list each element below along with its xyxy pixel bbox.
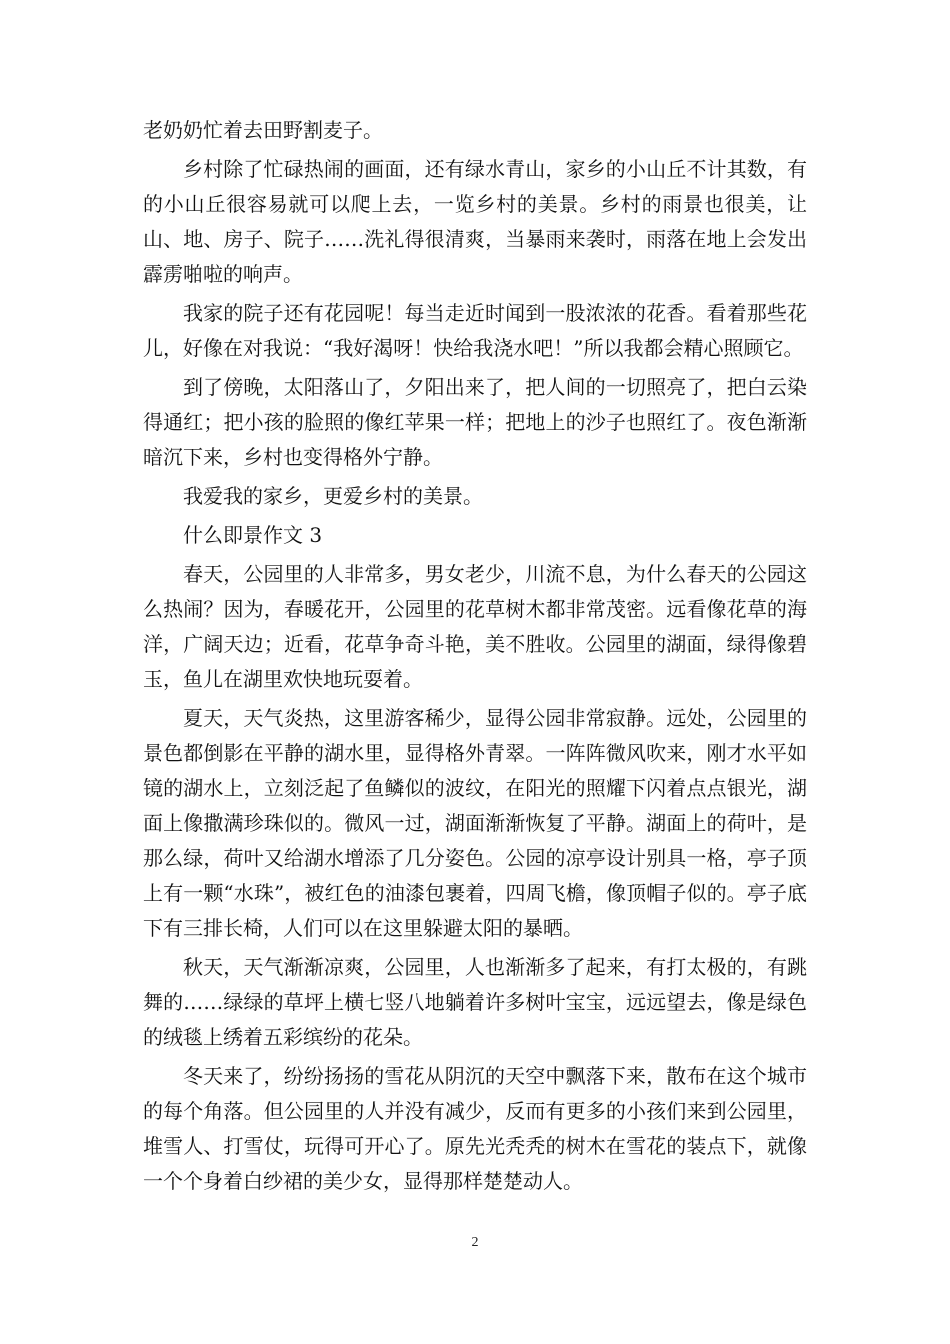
paragraph: 我爱我的家乡，更爱乡村的美景。 — [183, 484, 483, 508]
paragraph: 夏天，天气炎热，这里游客稀少，显得公园非常寂静。远处，公园里的景色都倒影在平静的湖水里，显得格外青翠。一阵阵微风吹来，刚才水平如镜的湖水上，立刻泛起了鱼鳞似的波纹，在阳光的照耀下闪着点点银光，湖面上像撒满珍珠似的。微风一过，湖面渐渐恢复了平静。湖面上的荷叶，是那么绿，荷叶又给湖水增添了几分姿色。公园的凉亭设计别具一格，亭子顶上有一颗“水珠”，被红色的油漆包裹着，四周飞檐，像顶帽子似的。亭子底下有三排长椅，人们可以在这里躲避太阳的暴晒。 — [143, 706, 807, 940]
paragraph: 老奶奶忙着去田野割麦子。 — [143, 118, 383, 142]
paragraph: 冬天来了，纷纷扬扬的雪花从阴沉的天空中飘落下来，散布在这个城市的每个角落。但公园里的人并没有减少，反而有更多的小孩们来到公园里，堆雪人、打雪仗，玩得可开心了。原先光秃秃的树木在雪花的装点下，就像一个个身着白纱裙的美少女，显得那样楚楚动人。 — [143, 1064, 807, 1193]
document-body — [143, 113, 807, 1203]
paragraph: 到了傍晚，太阳落山了，夕阳出来了，把人间的一切照亮了，把白云染得通红；把小孩的脸照的像红苹果一样；把地上的沙子也照红了。夜色渐渐暗沉下来，乡村也变得格外宁静。 — [143, 375, 807, 469]
page-number: 2 — [471, 1235, 479, 1250]
paragraph: 我家的院子还有花园呢！每当走近时闻到一股浓浓的花香。看着那些花儿，好像在对我说：“我好渴呀！快给我浇水吧！”所以我都会精心照顾它。 — [143, 301, 807, 360]
paragraph: 春天，公园里的人非常多，男女老少，川流不息，为什么春天的公园这么热闹？因为，春暖花开，公园里的花草树木都非常茂密。远看像花草的海洋，广阔天边；近看，花草争奇斗艳，美不胜收。公园里的湖面，绿得像碧玉，鱼儿在湖里欢快地玩耍着。 — [143, 562, 807, 691]
section-heading: 什么即景作文 3 — [183, 523, 323, 547]
paragraph: 秋天，天气渐渐凉爽，公园里，人也渐渐多了起来，有打太极的，有跳舞的……绿绿的草坪上横七竖八地躺着许多树叶宝宝，远远望去，像是绿色的绒毯上绣着五彩缤纷的花朵。 — [143, 955, 807, 1049]
paragraph: 乡村除了忙碌热闹的画面，还有绿水青山，家乡的小山丘不计其数，有的小山丘很容易就可以爬上去，一览乡村的美景。乡村的雨景也很美，让山、地、房子、院子……洗礼得很清爽，当暴雨来袭时，雨落在地上会发出霹雳啪啦的响声。 — [143, 157, 807, 286]
